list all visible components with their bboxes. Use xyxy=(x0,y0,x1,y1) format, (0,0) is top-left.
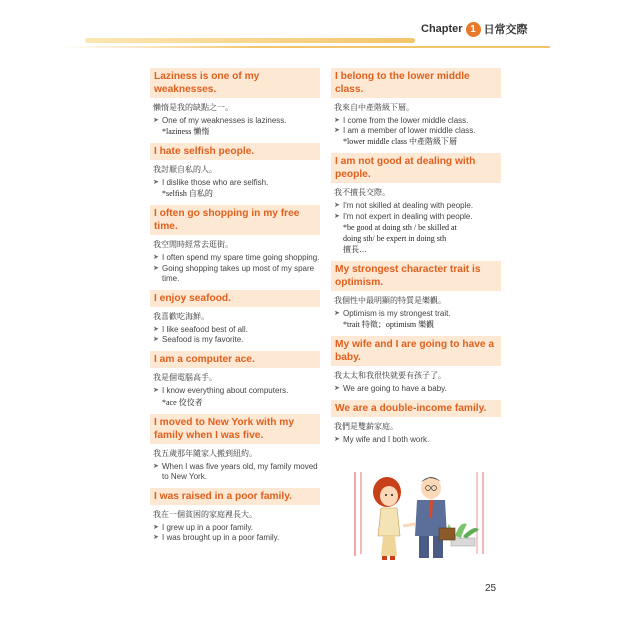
arrow-icon: ➤ xyxy=(334,117,340,124)
example-text: I often spend my spare time going shopping. xyxy=(162,253,320,263)
phrase-entry xyxy=(331,400,501,445)
example-text: I'm not skilled at dealing with people. xyxy=(343,201,474,211)
couple-illustration xyxy=(345,466,495,566)
chinese-translation: 我是個電腦高手。 xyxy=(153,373,217,383)
example-sentence xyxy=(331,201,501,211)
chinese-translation: 我來自中產階級下層。 xyxy=(334,103,414,112)
example-text: When I was five years old, my family moved to New York. xyxy=(162,461,318,481)
example-text: Optimism is my strongest trait. xyxy=(343,308,451,318)
example-sentence xyxy=(150,178,320,188)
arrow-icon: ➤ xyxy=(153,264,159,272)
arrow-icon: ➤ xyxy=(334,385,340,393)
example-text: My wife and I both work. xyxy=(343,435,430,445)
example-sentence xyxy=(331,309,501,319)
phrase-title: I moved to New York with my family when I was five. xyxy=(150,414,320,444)
example-sentence xyxy=(150,325,320,335)
header-decor-bar xyxy=(85,38,415,43)
vocab-note: *selfish 自私的 xyxy=(162,189,213,199)
phrase-title: I am a computer ace. xyxy=(150,351,320,368)
arrow-icon: ➤ xyxy=(153,326,159,334)
chinese-translation: 我太太和我很快就要有孩子了。 xyxy=(334,371,446,381)
page-number: 25 xyxy=(485,583,497,594)
example-text: I come from the lower middle class. xyxy=(343,116,469,125)
phrase-entry xyxy=(331,153,501,254)
vocab-note: *laziness 懶惰 xyxy=(162,127,210,137)
example-text: I'm not expert in dealing with people. xyxy=(343,211,473,221)
arrow-icon: ➤ xyxy=(334,309,340,317)
phrase-title: I often go shopping in my free time. xyxy=(150,205,320,235)
example-sentence xyxy=(150,386,320,396)
chinese-translation: 我們是雙薪家庭。 xyxy=(334,422,398,432)
chapter-heading xyxy=(421,20,528,38)
example-text: One of my weaknesses is laziness. xyxy=(162,116,287,125)
example-text: I know everything about computers. xyxy=(162,386,289,396)
example-sentence xyxy=(150,253,320,263)
phrase-title: My strongest character trait is optimism. xyxy=(331,261,501,291)
chinese-translation: 我在一個貧困的家庭裡長大。 xyxy=(153,510,257,520)
example-sentence xyxy=(150,523,320,533)
arrow-icon: ➤ xyxy=(153,534,159,542)
header-rule xyxy=(60,46,550,48)
phrase-entry xyxy=(150,351,320,407)
chinese-translation: 我喜歡吃海鮮。 xyxy=(153,312,209,322)
example-sentence xyxy=(331,116,501,126)
phrase-entry xyxy=(331,336,501,394)
arrow-icon: ➤ xyxy=(153,117,159,124)
vocab-note: doing sth/ be expert in doing sth xyxy=(343,233,447,243)
right-column xyxy=(331,68,501,451)
phrase-entry xyxy=(150,414,320,482)
chinese-translation: 懶惰是我的缺點之一。 xyxy=(153,103,233,112)
phrase-entry xyxy=(150,488,320,543)
arrow-icon: ➤ xyxy=(153,387,159,395)
phrase-title: I was raised in a poor family. xyxy=(150,488,320,505)
phrase-entry xyxy=(150,290,320,345)
arrow-icon: ➤ xyxy=(153,462,159,470)
vocab-note: *ace 佼佼者 xyxy=(162,397,203,407)
example-text: I was brought up in a poor family. xyxy=(162,533,280,543)
chapter-number-badge: 1 xyxy=(466,22,481,37)
example-sentence xyxy=(331,126,501,136)
example-text: I like seafood best of all. xyxy=(162,325,248,335)
arrow-icon: ➤ xyxy=(153,179,159,187)
chinese-translation: 我空閒時經常去逛街。 xyxy=(153,240,233,250)
example-text: I dislike those who are selfish. xyxy=(162,178,269,188)
example-text: Going shopping takes up most of my spare time. xyxy=(162,263,315,283)
vocab-note: *trait 特徵；optimism 樂觀 xyxy=(343,320,435,330)
example-text: Seafood is my favorite. xyxy=(162,335,244,345)
example-sentence xyxy=(150,462,320,482)
chinese-translation: 我討厭自私的人。 xyxy=(153,165,217,175)
phrase-title: I enjoy seafood. xyxy=(150,290,320,307)
example-text: I am a member of lower middle class. xyxy=(343,126,476,136)
example-sentence xyxy=(150,335,320,345)
chinese-translation: 我不擅長交際。 xyxy=(334,188,390,198)
vocab-note: *be good at doing sth / be skilled at xyxy=(343,222,457,232)
phrase-title: I hate selfish people. xyxy=(150,143,320,160)
example-text: We are going to have a baby. xyxy=(343,384,447,394)
arrow-icon: ➤ xyxy=(153,336,159,344)
phrase-entry xyxy=(150,205,320,284)
example-sentence xyxy=(150,264,320,284)
phrase-entry xyxy=(150,68,320,137)
arrow-icon: ➤ xyxy=(334,127,340,135)
arrow-icon: ➤ xyxy=(334,202,340,210)
chapter-label: Chapter xyxy=(421,23,463,35)
phrase-title: We are a double-income family. xyxy=(331,400,501,417)
phrase-title: Laziness is one of my weaknesses. xyxy=(150,68,320,98)
example-sentence xyxy=(150,533,320,543)
example-sentence xyxy=(331,435,501,445)
chinese-translation: 我個性中最明顯的特質是樂觀。 xyxy=(334,295,446,305)
phrase-entry xyxy=(331,261,501,330)
vocab-note: 擅長… xyxy=(343,244,367,254)
phrase-title: I belong to the lower middle class. xyxy=(331,68,501,98)
vocab-note: *lower middle class 中產階級下層 xyxy=(343,137,457,147)
phrase-entry xyxy=(331,68,501,147)
phrase-title: My wife and I are going to have a baby. xyxy=(331,336,501,366)
arrow-icon: ➤ xyxy=(334,212,340,220)
arrow-icon: ➤ xyxy=(153,524,159,532)
chapter-title: 日常交際 xyxy=(483,24,528,36)
phrase-entry xyxy=(150,143,320,199)
example-sentence xyxy=(150,116,320,126)
example-sentence xyxy=(331,212,501,222)
phrase-title: I am not good at dealing with people. xyxy=(331,153,501,183)
example-sentence xyxy=(331,384,501,394)
chinese-translation: 我五歲那年隨家人搬到紐約。 xyxy=(153,448,257,458)
arrow-icon: ➤ xyxy=(334,436,340,444)
example-text: I grew up in a poor family. xyxy=(162,523,254,533)
arrow-icon: ➤ xyxy=(153,254,159,262)
left-column xyxy=(150,68,320,549)
